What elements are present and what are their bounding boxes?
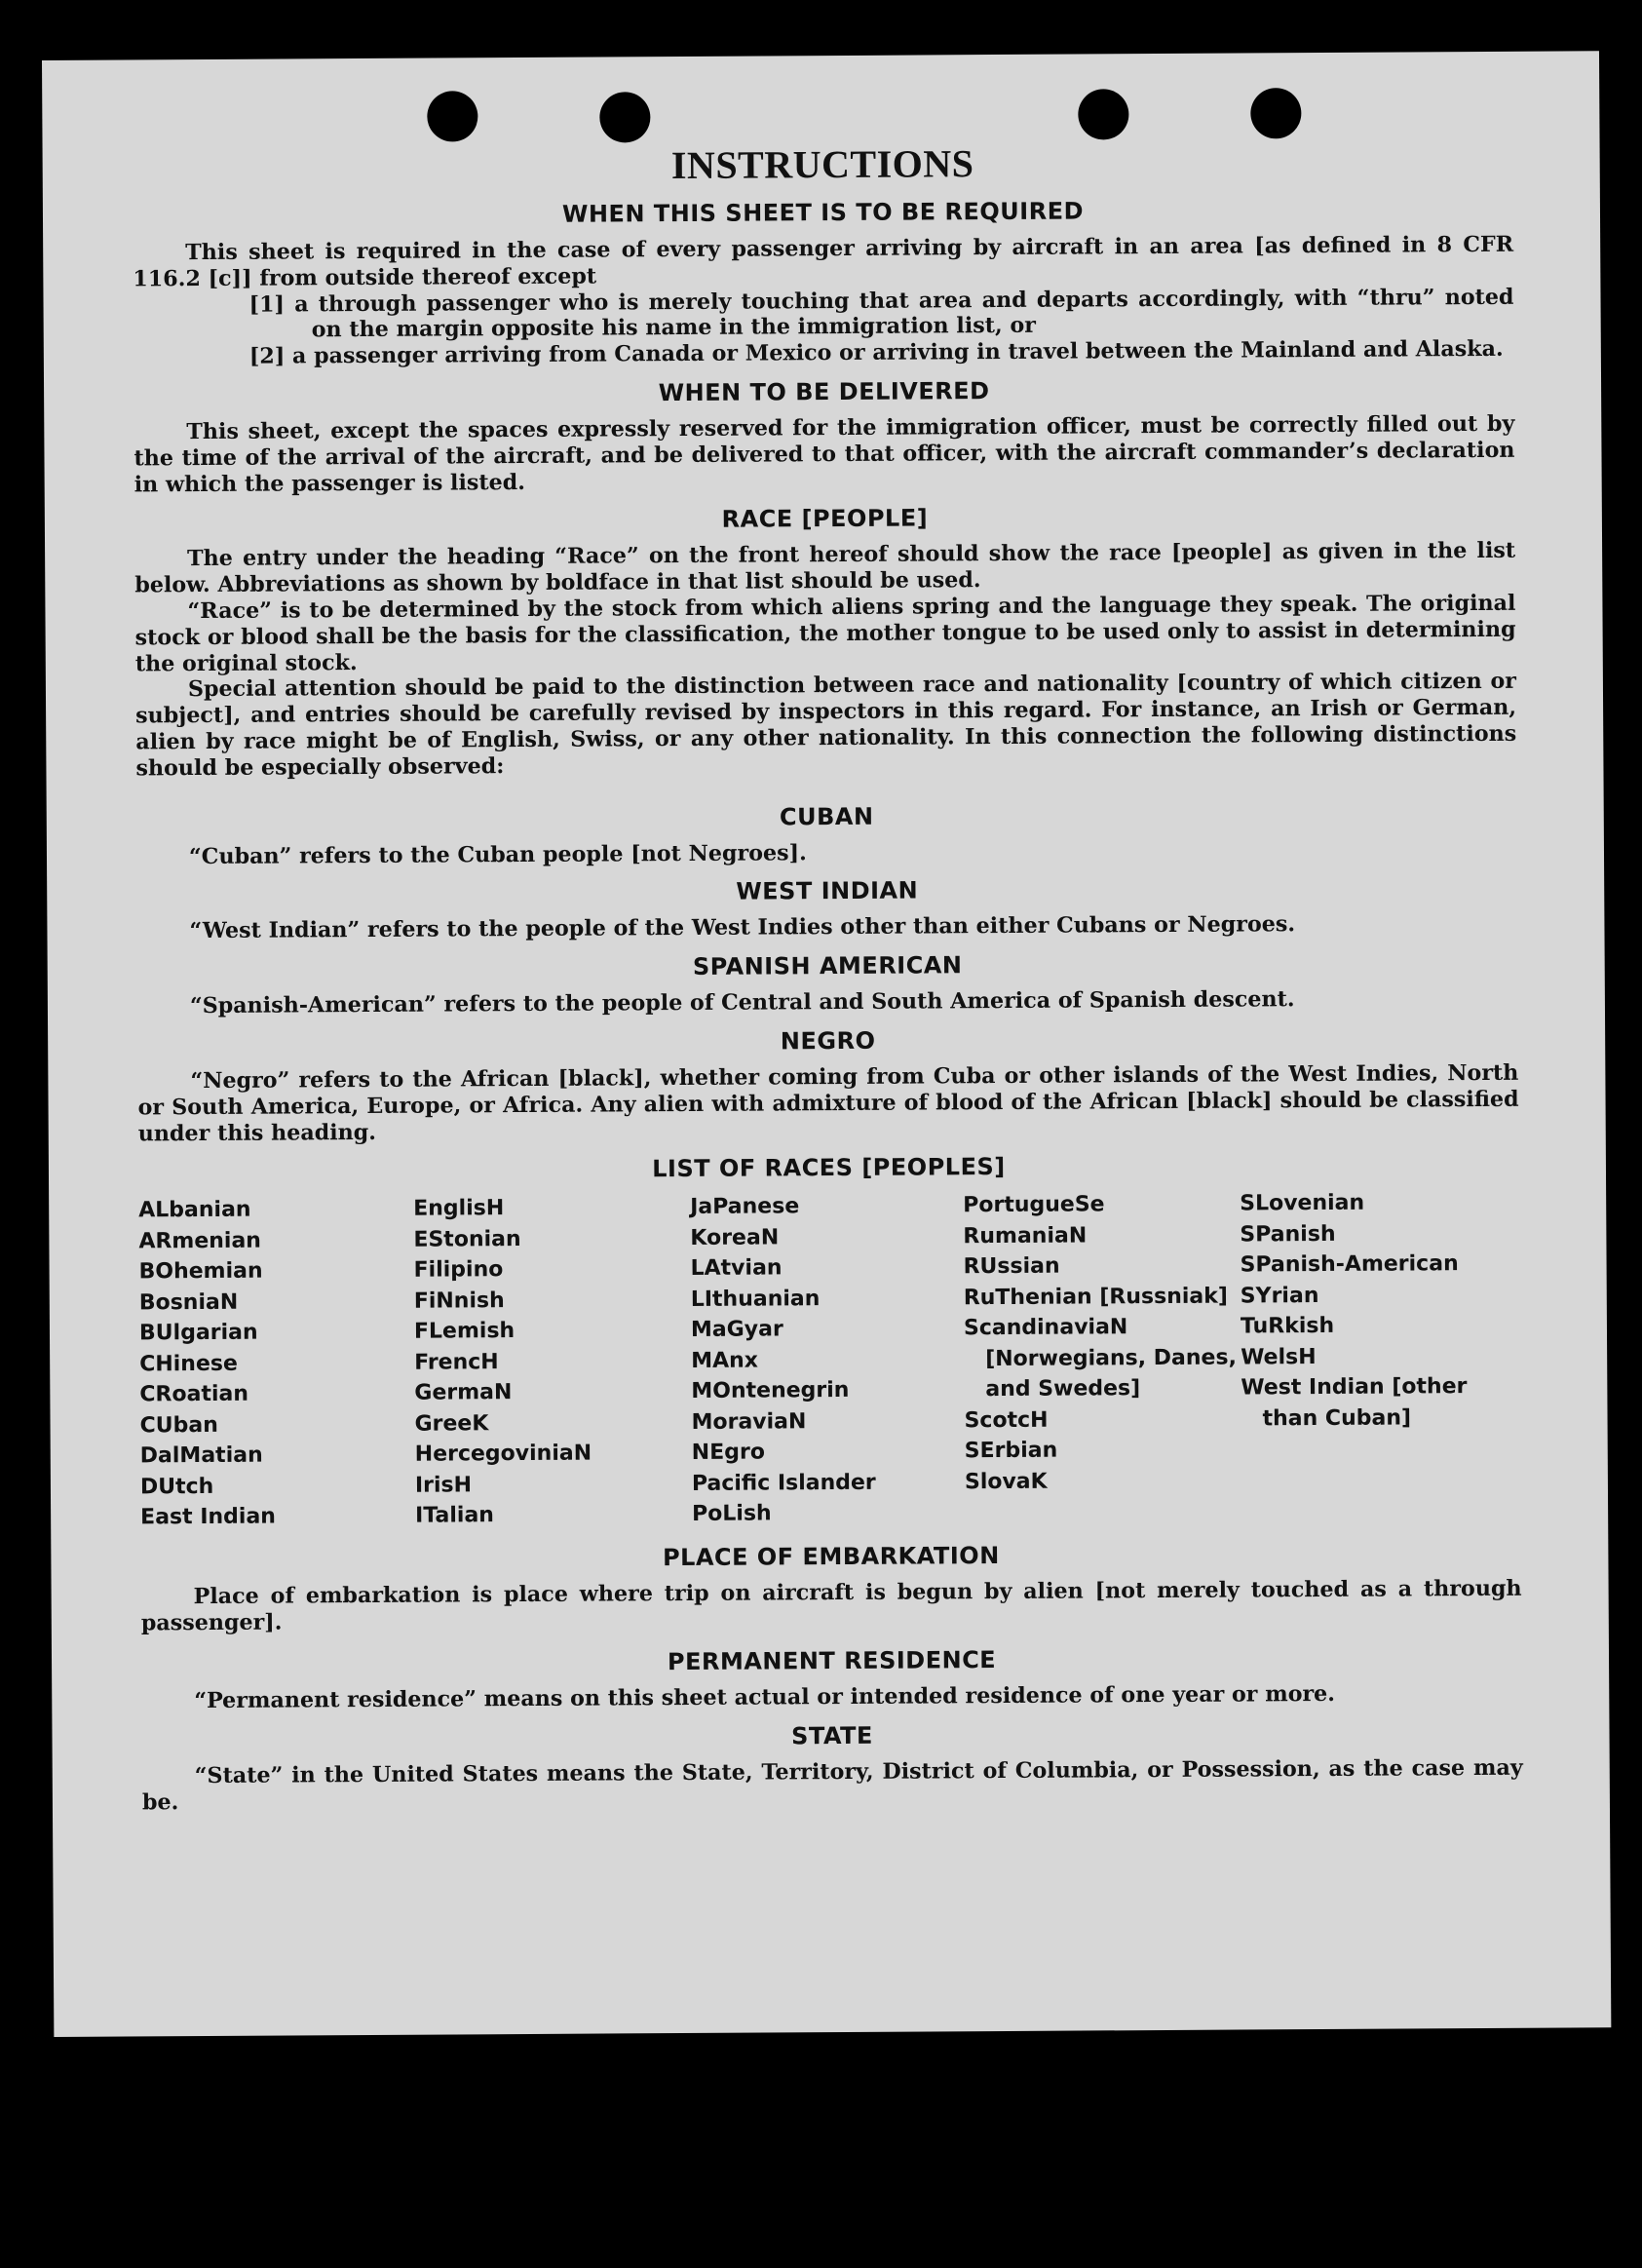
race-item: SLovenian [1240, 1191, 1365, 1216]
section-heading: STATE [791, 1722, 873, 1750]
race-item: BUlgarian [138, 1320, 258, 1346]
races-list [138, 1187, 1521, 1533]
race-item: SErbian [964, 1438, 1058, 1464]
race-item: GermaN [414, 1380, 513, 1406]
page-title: INSTRUCTIONS [670, 141, 974, 188]
race-item: KoreaN [690, 1225, 780, 1250]
list-item: [2] a passenger arriving from Canada or Mexico or arriving in travel between the Mainland and Alaska. [248, 336, 1504, 369]
race-item: DUtch [139, 1474, 214, 1500]
race-item: CHinese [139, 1351, 238, 1377]
document-page [42, 51, 1611, 2037]
paragraph: “Spanish-American” refers to the people of Central and South America of Spanish descent. [189, 986, 1295, 1019]
paragraph: “State” in the United States means the State, Territory, District of Columbia, or Possession, as the case may be. [141, 1754, 1523, 1816]
race-item: TuRkish [1240, 1314, 1335, 1339]
instructions-content [133, 137, 1523, 1816]
paragraph: Special attention should be paid to the distinction between race and nationality [country of which citizen or subject], and entries should be carefully revised by inspectors in this regard. For instance, an Irish or German, alien by race might be of English, Swiss, or any other nationality. In this connection the following distinctions should be especially observed: [135, 669, 1517, 782]
race-item: ALbanian [138, 1198, 251, 1223]
section-heading: NEGRO [780, 1026, 876, 1056]
race-item: FrencH [414, 1349, 499, 1375]
race-item: MAnx [691, 1348, 759, 1373]
paragraph: This sheet, except the spaces expressly reserved for the immigration officer, must be correctly filled out by the time of the arrival of the aircraft, and be delivered to that officer, with the aircraft commander’s declaration in which the passenger is listed. [134, 410, 1515, 498]
race-item: RUssian [963, 1253, 1060, 1280]
race-item: JaPanese [690, 1194, 800, 1220]
section-heading: SPANISH AMERICAN [692, 951, 963, 981]
punch-hole [427, 91, 477, 141]
paragraph: “Cuban” refers to the Cuban people [not Negroes]. [188, 839, 807, 869]
punch-hole [1250, 88, 1301, 138]
section-heading: WHEN THIS SHEET IS TO BE REQUIRED [561, 197, 1085, 228]
races-column [963, 1189, 1241, 1528]
race-item: LAtvian [690, 1255, 783, 1282]
race-item: SlovaK [964, 1469, 1048, 1495]
race-item: FiNnish [413, 1288, 505, 1314]
paragraph: “West Indian” refers to the people of the West Indies other than either Cubans or Negroes. [189, 911, 1296, 944]
race-item: PortugueSe [963, 1192, 1105, 1218]
races-column [138, 1194, 415, 1533]
race-item: MaGyar [690, 1317, 783, 1343]
race-item: RumaniaN [963, 1223, 1088, 1249]
race-item: LIthuanian [690, 1286, 821, 1312]
paragraph: “Negro” refers to the African [black], whether coming from Cuba or other islands of the West Indies, North or South America, Europe, or Africa. Any alien with admixture of blood of the African [black] should be classified under this heading. [137, 1059, 1519, 1146]
race-item: BOhemian [138, 1258, 263, 1285]
paragraph: The entry under the heading “Race” on the front hereof should show the race [people] as given in the list below. Abbreviations as shown by boldface in that list should be used. [134, 538, 1516, 598]
section-heading: WEST INDIAN [736, 876, 919, 906]
race-item: SPanish [1240, 1221, 1336, 1248]
race-item: IrisH [414, 1473, 473, 1498]
race-item: DalMatian [139, 1442, 263, 1469]
section-heading: WHEN TO BE DELIVERED [658, 377, 990, 407]
section-heading: PLACE OF EMBARKATION [662, 1541, 1000, 1571]
paragraph: “Permanent residence” means on this sheet actual or intended residence of one year or more. [194, 1681, 1336, 1714]
race-item: BosniaN [138, 1289, 239, 1316]
race-item: Filipino [413, 1257, 504, 1284]
races-column [413, 1192, 692, 1531]
race-item: NEgro [691, 1440, 765, 1466]
race-item: ARmenian [138, 1228, 262, 1254]
race-item: EnglisH [413, 1196, 505, 1222]
section-heading: LIST OF RACES [PEOPLES] [652, 1153, 1006, 1183]
section-heading: PERMANENT RESIDENCE [667, 1646, 997, 1676]
race-item: East Indian [140, 1504, 277, 1530]
race-item: Pacific Islander [691, 1470, 876, 1496]
race-item: RuThenian [Russniak] [963, 1284, 1229, 1311]
race-item: SPanish-American [1240, 1251, 1459, 1278]
races-column [1240, 1187, 1521, 1526]
race-item: SYrian [1240, 1283, 1319, 1309]
race-item: CRoatian [139, 1382, 249, 1407]
race-item: FLemish [413, 1319, 516, 1345]
race-item: ScotcH [964, 1407, 1049, 1434]
race-item: HercegoviniaN [414, 1441, 592, 1468]
list-item: [1] a through passenger who is merely touching that area and departs accordingly, with “thru” noted on the margin opposite his name in the immigration list, or [248, 284, 1514, 343]
race-item: GreeK [414, 1411, 489, 1437]
paragraph: This sheet is required in the case of every passenger arriving by aircraft in an area [as defined in 8 CFR 116.2 [c]] from outside thereof except [133, 231, 1514, 292]
paragraph: Place of embarkation is place where trip on aircraft is begun by alien [not merely touched as a through passenger]. [140, 1575, 1522, 1636]
race-item: ITalian [415, 1503, 495, 1529]
race-item: EStonian [413, 1226, 521, 1252]
race-item: CUban [139, 1412, 218, 1439]
race-item: MOntenegrin [691, 1378, 850, 1404]
race-item: West Indian [other than Cuban] [1241, 1374, 1468, 1432]
punch-hole [599, 92, 650, 142]
races-column [690, 1191, 965, 1530]
punch-hole [1078, 89, 1128, 139]
section-heading: RACE [PEOPLE] [721, 504, 929, 534]
race-item: PoLish [692, 1501, 772, 1527]
paragraph: “Race” is to be determined by the stock from which aliens spring and the language they speak. The original stock or blood shall be the basis for the classification, the mother tongue to be used only to assist in determining the original stock. [134, 590, 1516, 676]
section-heading: CUBAN [779, 802, 874, 830]
race-item: MoraviaN [691, 1409, 807, 1435]
race-item: WelsH [1241, 1344, 1317, 1370]
race-item: ScandinaviaN [Norwegians, Danes, and Swedes] [963, 1315, 1237, 1403]
